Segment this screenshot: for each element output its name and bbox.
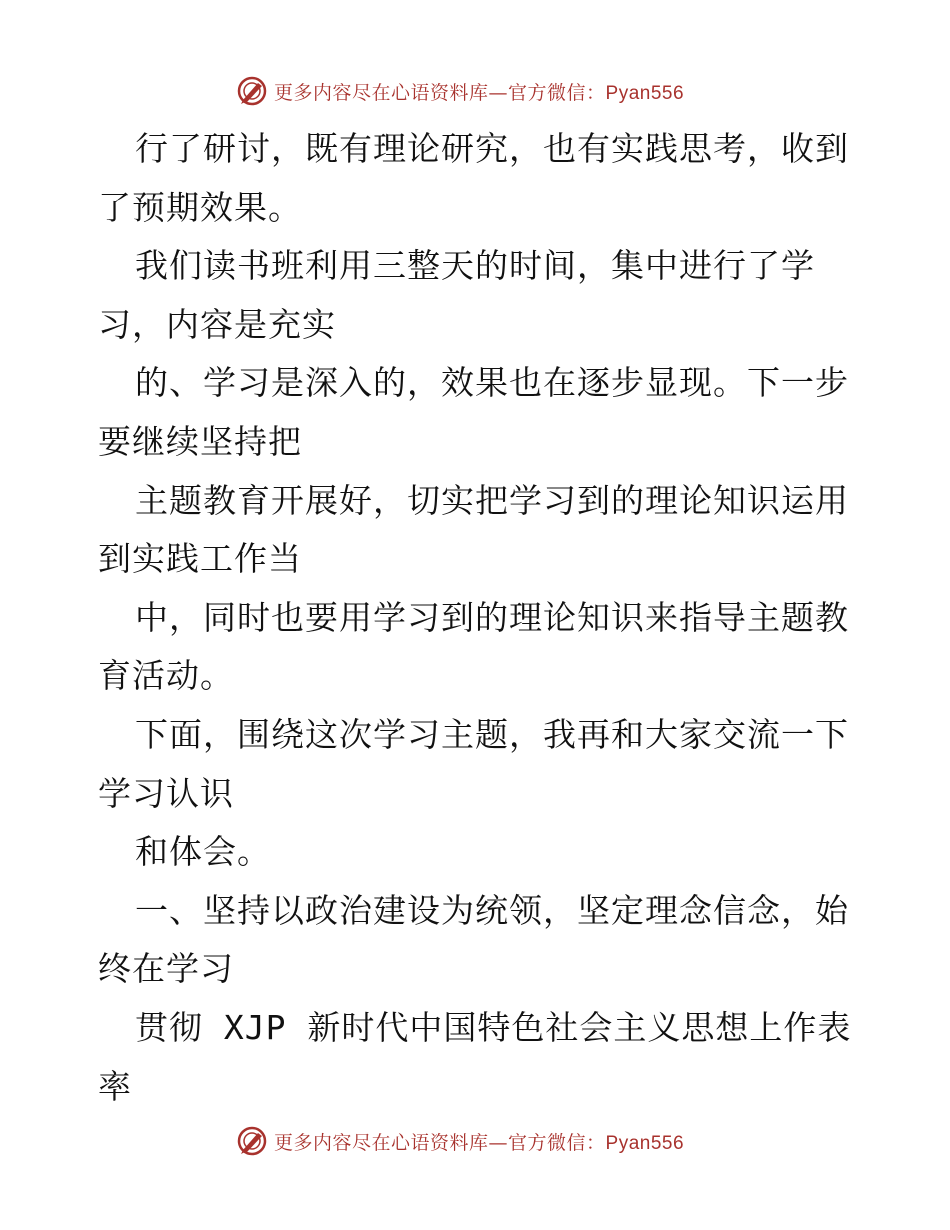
text-line: 率 — [98, 1066, 132, 1106]
text-line: 主题教育开展好，切实把学习到的理论知识运用 — [135, 480, 849, 520]
watermark-text: 更多内容尽在心语资料库—官方微信：Pyan556 — [274, 1131, 685, 1154]
pen-logo-icon — [236, 75, 268, 107]
text-line: 下面，围绕这次学习主题，我再和大家交流一下 — [135, 714, 849, 754]
pen-logo-icon — [236, 1125, 268, 1157]
text-line: 要继续坚持把 — [98, 421, 302, 461]
text-line: 我们读书班利用三整天的时间，集中进行了学 — [135, 246, 815, 286]
text-line: 习，内容是充实 — [98, 304, 336, 344]
text-line: 贯彻 XJP 新时代中国特色社会主义思想上作表 — [135, 1007, 852, 1047]
text-line: 育活动。 — [98, 656, 234, 696]
header-watermark — [236, 74, 684, 108]
text-line: 和体会。 — [135, 832, 271, 872]
text-line: 行了研讨，既有理论研究，也有实践思考，收到 — [135, 129, 849, 168]
text-line: 了预期效果。 — [98, 187, 302, 227]
document-body — [98, 120, 858, 1116]
text-line: 的、学习是深入的，效果也在逐步显现。下一步 — [135, 363, 849, 403]
text-line: 到实践工作当 — [98, 539, 302, 579]
footer-watermark — [236, 1124, 684, 1158]
text-line: 中，同时也要用学习到的理论知识来指导主题教 — [135, 597, 849, 637]
text-line: 一、坚持以政治建设为统领，坚定理念信念，始 — [135, 890, 849, 930]
text-line: 学习认识 — [98, 773, 234, 813]
text-line: 终在学习 — [98, 949, 234, 989]
watermark-text: 更多内容尽在心语资料库—官方微信：Pyan556 — [274, 81, 685, 104]
